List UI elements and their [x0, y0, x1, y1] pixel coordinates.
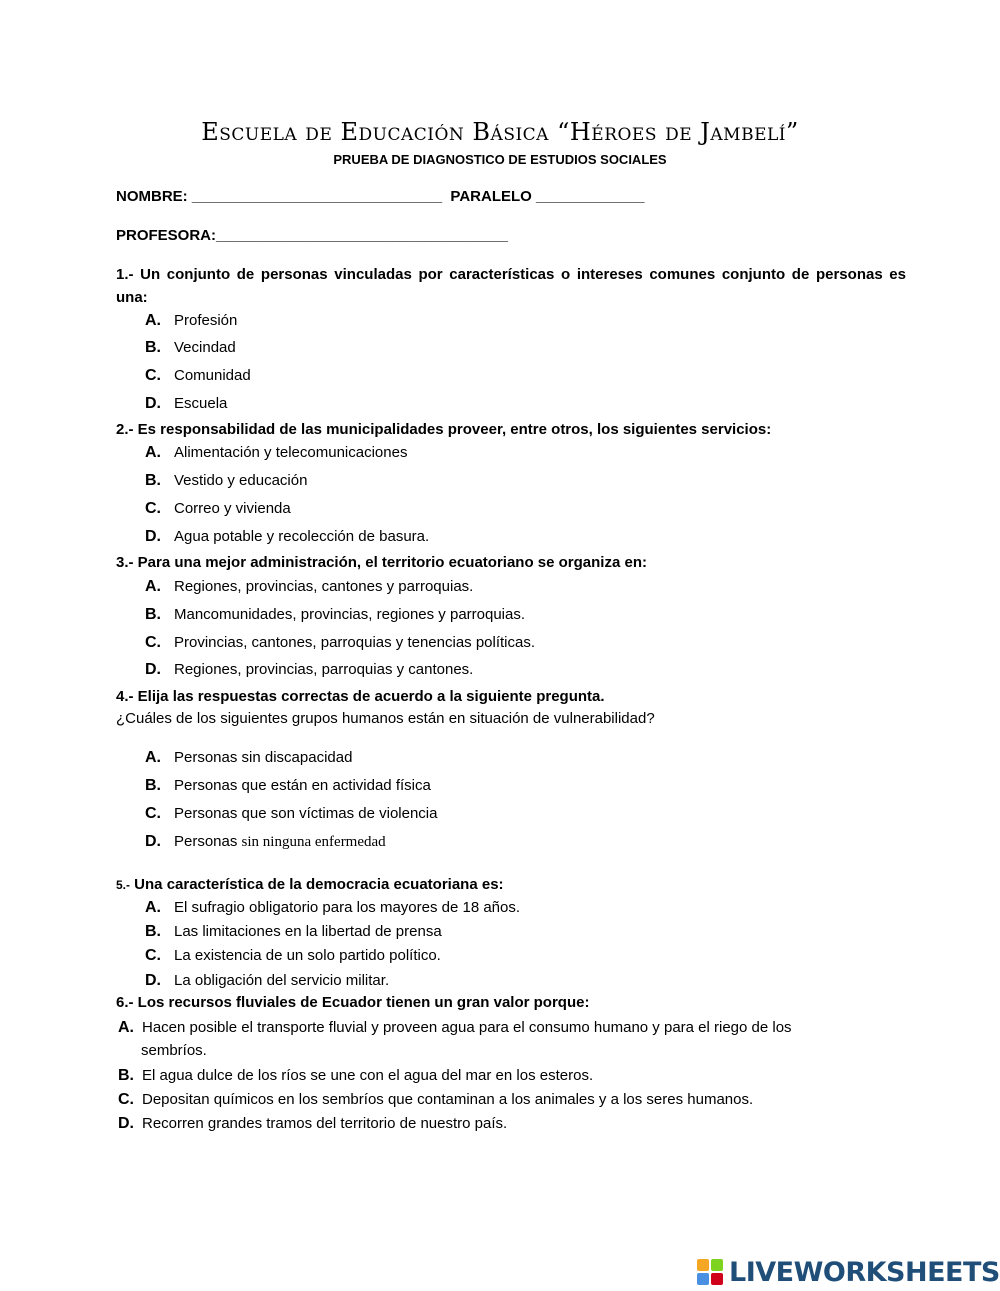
letter: C. [145, 500, 161, 517]
q6-option-a[interactable] [118, 1016, 906, 1062]
q3-option-b[interactable] [145, 605, 525, 625]
letter: C. [145, 634, 161, 651]
letter: D. [145, 661, 161, 678]
q2-option-a[interactable] [145, 443, 407, 463]
option-text: La existencia de un solo partido político. [174, 947, 441, 964]
option-text: Las limitaciones en la libertad de prensa [174, 923, 442, 940]
school-title: Escuela de Educación Básica “Héroes de Jambelí” [201, 118, 799, 146]
option-text: Depositan químicos en los sembríos que contaminan a los animales y a los seres humanos. [142, 1091, 754, 1108]
letter: A. [118, 1019, 134, 1036]
letter: A. [145, 899, 161, 916]
letter: C. [145, 947, 161, 964]
option-text-line-1: Hacen posible el transporte fluvial y proveen agua para el consumo humano y para el riego de los [142, 1019, 792, 1036]
option-text-part-1: Personas [174, 833, 242, 850]
letter: C. [145, 805, 161, 822]
letter: B. [145, 472, 161, 489]
option-text: Profesión [174, 312, 238, 329]
q3-option-c[interactable] [145, 633, 535, 653]
option-text: El agua dulce de los ríos se une con el agua del mar en los esteros. [142, 1067, 594, 1084]
logo-square [711, 1273, 723, 1285]
q1-option-d[interactable] [145, 394, 227, 414]
option-text: Vestido y educación [174, 472, 308, 489]
question-5 [116, 873, 906, 897]
option-text: Regiones, provincias, cantones y parroquias. [174, 578, 474, 595]
letter: B. [145, 923, 161, 940]
letter: B. [118, 1067, 134, 1084]
q2-option-b[interactable] [145, 471, 307, 491]
logo-square [697, 1273, 709, 1285]
q6-option-c[interactable] [118, 1088, 906, 1111]
q3-option-d[interactable] [145, 660, 473, 680]
name-field[interactable]: NOMBRE: ______________________________ PARALELO _____________ [116, 188, 645, 205]
q2-option-c[interactable] [145, 499, 291, 519]
q6-option-d[interactable] [118, 1112, 906, 1135]
letter: D. [145, 972, 161, 989]
letter: D. [118, 1115, 134, 1132]
letter: B. [145, 606, 161, 623]
option-text-part-2: sin ninguna enfermedad [241, 834, 386, 850]
question-4: 4.- Elija las respuestas correctas de acuerdo a la siguiente pregunta. [116, 688, 605, 705]
option-text: Mancomunidades, provincias, regiones y parroquias. [174, 606, 526, 623]
option-text: Provincias, cantones, parroquias y tenencias políticas. [174, 634, 536, 651]
q5-option-a[interactable] [145, 898, 520, 918]
q5-option-b[interactable] [145, 922, 442, 942]
question-2: 2.- Es responsabilidad de las municipalidades proveer, entre otros, los siguientes servicios: [116, 421, 772, 438]
letter: D. [145, 395, 161, 412]
liveworksheets-logo [697, 1257, 1000, 1287]
letter: B. [145, 777, 161, 794]
q1-option-a[interactable] [145, 311, 237, 331]
option-text: Vecindad [174, 339, 236, 356]
q4-option-d[interactable] [145, 832, 386, 852]
letter: D. [145, 528, 161, 545]
letter: A. [145, 312, 161, 329]
question-1: 1.- Un conjunto de personas vinculadas por características o intereses comunes conjunto de personas es una: [116, 266, 906, 306]
option-text: Correo y vivienda [174, 500, 291, 517]
question-6: 6.- Los recursos fluviales de Ecuador tienen un gran valor porque: [116, 994, 590, 1011]
logo-square [711, 1259, 723, 1271]
letter: A. [145, 749, 161, 766]
q5-option-d[interactable] [145, 971, 389, 991]
option-text: Regiones, provincias, parroquias y cantones. [174, 661, 474, 678]
option-text: Personas sin discapacidad [174, 749, 353, 766]
option-text: Alimentación y telecomunicaciones [174, 444, 408, 461]
option-text-line-2: sembríos. [141, 1042, 207, 1059]
q2-option-d[interactable] [145, 527, 429, 547]
q5-option-c[interactable] [145, 946, 441, 966]
option-text: Personas que están en actividad física [174, 777, 431, 794]
question-3: 3.- Para una mejor administración, el territorio ecuatoriano se organiza en: [116, 554, 647, 571]
q4-option-a[interactable] [145, 748, 352, 768]
option-text: Personas que son víctimas de violencia [174, 805, 438, 822]
question-4-prompt: ¿Cuáles de los siguientes grupos humanos están en situación de vulnerabilidad? [116, 710, 655, 727]
q3-option-a[interactable] [145, 577, 473, 597]
q6-option-b[interactable] [118, 1064, 906, 1087]
q4-option-c[interactable] [145, 804, 437, 824]
letter: D. [145, 833, 161, 850]
logo-square [697, 1259, 709, 1271]
letter: C. [118, 1091, 134, 1108]
teacher-field[interactable]: PROFESORA:___________________________________ [116, 227, 508, 244]
q4-option-b[interactable] [145, 776, 431, 796]
letter: A. [145, 444, 161, 461]
q1-option-c[interactable] [145, 366, 251, 386]
option-text: Comunidad [174, 367, 251, 384]
option-text: El sufragio obligatorio para los mayores de 18 años. [174, 899, 521, 916]
option-text: Recorren grandes tramos del territorio de nuestro país. [142, 1115, 508, 1132]
option-text: Agua potable y recolección de basura. [174, 528, 430, 545]
option-text: Escuela [174, 395, 228, 412]
test-subtitle: PRUEBA DE DIAGNOSTICO DE ESTUDIOS SOCIALES [333, 152, 667, 167]
option-text: La obligación del servicio militar. [174, 972, 390, 989]
question-5-number: 5.- [116, 878, 131, 892]
logo-text: LIVEWORKSHEETS [729, 1256, 1000, 1288]
q1-option-b[interactable] [145, 338, 236, 358]
logo-mark-icon [697, 1259, 723, 1285]
letter: C. [145, 367, 161, 384]
letter: A. [145, 578, 161, 595]
letter: B. [145, 339, 161, 356]
question-5-text: Una característica de la democracia ecuatoriana es: [130, 876, 504, 893]
